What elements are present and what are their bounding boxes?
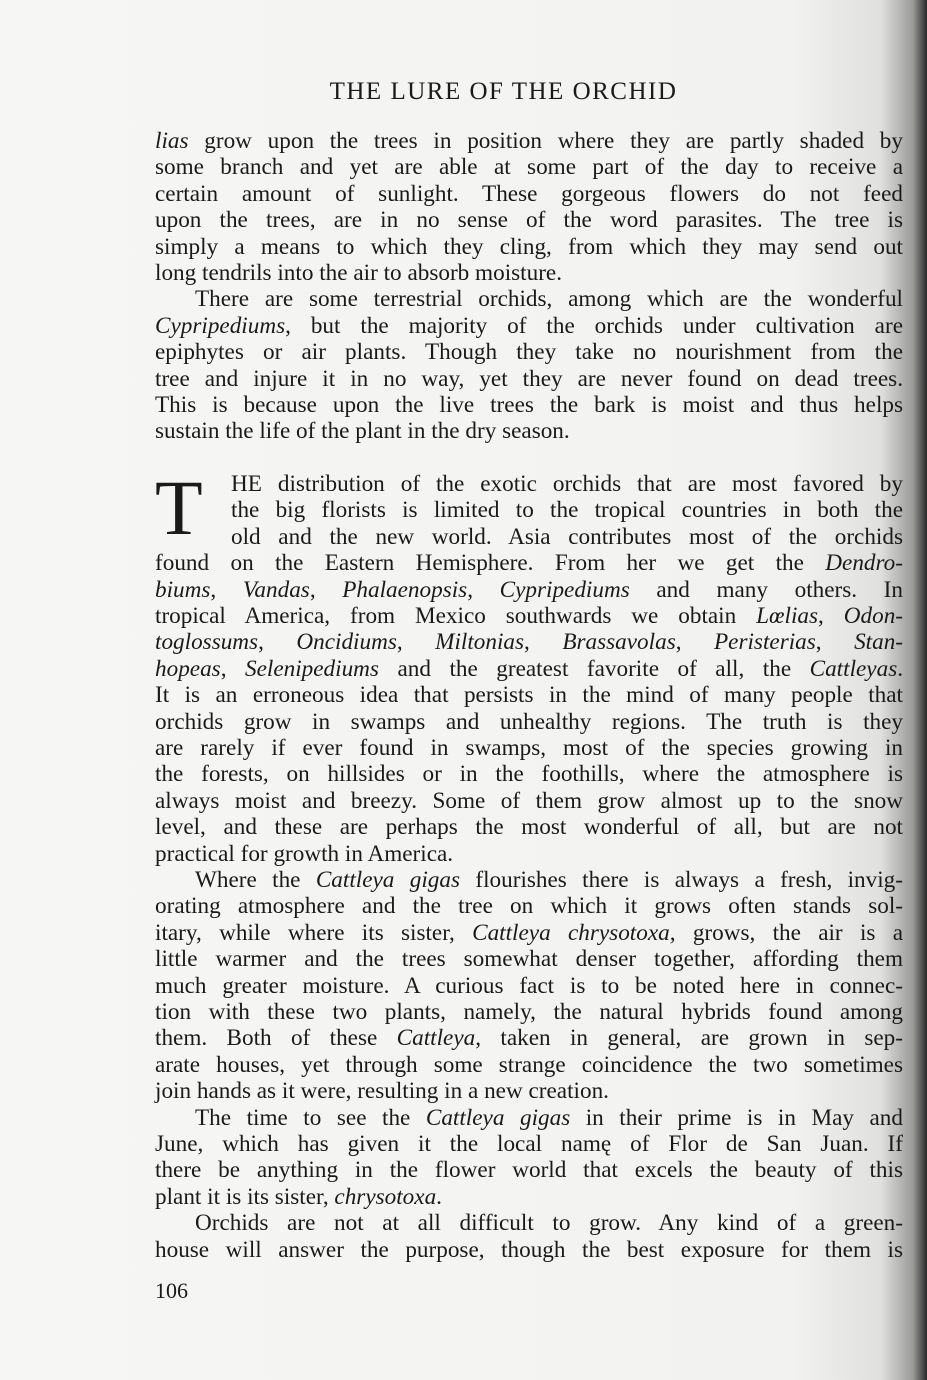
text-line: simply a means to which they cling, from which they may send out xyxy=(155,233,903,260)
text-line: certain amount of sunlight. These gorgeous flowers do not feed xyxy=(155,180,903,207)
text-line: there be anything in the flower world that excels the beauty of this xyxy=(155,1157,903,1184)
section-gap xyxy=(155,445,903,471)
text-line: some branch and yet are able at some part of the day to receive a xyxy=(155,154,903,181)
text-line: lias grow upon the trees in position where they are partly shaded by xyxy=(155,128,903,154)
paragraph-4 xyxy=(155,867,903,1105)
text-line: Orchids are not at all difficult to grow. Any kind of a green- xyxy=(195,1210,903,1237)
page-number: 106 xyxy=(155,1278,188,1303)
text-line: house will answer the purpose, though the best exposure for them is xyxy=(155,1236,903,1263)
paragraph-2 xyxy=(155,286,903,444)
text-line: tion with these two plants, namely, the natural hybrids found among xyxy=(155,999,903,1025)
text-line: the big florists is limited to the tropical countries in both the xyxy=(231,497,903,524)
text-line: It is an erroneous idea that persists in the mind of many people that xyxy=(155,682,903,709)
text-line: toglossums, Oncidiums, Miltonias, Brassavolas, Peristerias, Stan- xyxy=(155,629,904,656)
text-line: The time to see the Cattleya gigas in their prime is in May and xyxy=(195,1104,903,1131)
text-line: Cypripediums, but the majority of the orchids under cultivation are xyxy=(155,312,903,339)
text-line: tree and injure it in no way, yet they are never found on dead trees. xyxy=(155,365,903,392)
text-line: This is because upon the live trees the bark is moist and thus helps xyxy=(155,392,903,419)
text-line: level, and these are perhaps the most wonderful of all, but are not xyxy=(155,814,903,841)
text-line: orchids grow in swamps and unhealthy regions. The truth is they xyxy=(155,708,903,735)
text-line: sustain the life of the plant in the dry season. xyxy=(155,418,570,445)
running-head: THE LURE OF THE ORCHID xyxy=(329,78,678,105)
text-line: arate houses, yet through some strange coincidence the two sometimes xyxy=(155,1051,903,1078)
text-line: upon the trees, are in no sense of the word parasites. The tree is xyxy=(155,207,903,234)
text-line: them. Both of these Cattleya, taken in general, are grown in sep- xyxy=(155,1025,903,1052)
drop-cap: T xyxy=(155,463,203,551)
text-line: the forests, on hillsides or in the foothills, where the atmosphere is xyxy=(155,761,903,788)
text-line: much greater moisture. A curious fact is to be noted here in connec- xyxy=(155,972,903,999)
paragraph-3 xyxy=(155,463,904,867)
text-line: There are some terrestrial orchids, among which are the wonderful xyxy=(195,286,903,313)
text-line: found on the Eastern Hemisphere. From her we get the Dendro- xyxy=(155,550,903,577)
text-line: long tendrils into the air to absorb moisture. xyxy=(155,260,563,287)
body-text xyxy=(155,128,903,1263)
text-line: HE distribution of the exotic orchids that are most favored by xyxy=(231,470,903,497)
text-line: tropical America, from Mexico southwards we obtain Lœlias, Odon- xyxy=(155,602,904,629)
text-line: little warmer and the trees somewhat denser together, affording them xyxy=(155,946,903,973)
text-line: old and the new world. Asia contributes most of the orchids xyxy=(231,523,903,550)
text-line: plant it is its sister, chrysotoxa. xyxy=(155,1183,442,1210)
text-line: biums, Vandas, Phalaenopsis, Cypripediums and many others. In xyxy=(155,576,903,603)
text-line: June, which has given it the local namę of Flor de San Juan. If xyxy=(155,1131,903,1158)
text-line: itary, while where its sister, Cattleya chrysotoxa, grows, the air is a xyxy=(155,919,903,946)
text-line: join hands as it were, resulting in a new creation. xyxy=(155,1078,609,1105)
text-line: always moist and breezy. Some of them grow almost up to the snow xyxy=(155,787,903,814)
text-line: hopeas, Selenipediums and the greatest favorite of all, the Cattleyas. xyxy=(155,655,904,682)
paragraph-6 xyxy=(155,1210,903,1263)
text-line: are rarely if ever found in swamps, most of the species growing in xyxy=(155,734,903,761)
paragraph-1 xyxy=(155,128,903,286)
paragraph-5 xyxy=(155,1105,903,1211)
text-line: orating atmosphere and the tree on which it grows often stands sol- xyxy=(155,893,903,920)
text-line: practical for growth in America. xyxy=(155,840,454,867)
text-line: Where the Cattleya gigas flourishes there is always a fresh, invig- xyxy=(195,866,903,893)
text-line: epiphytes or air plants. Though they take no nourishment from the xyxy=(155,339,903,366)
